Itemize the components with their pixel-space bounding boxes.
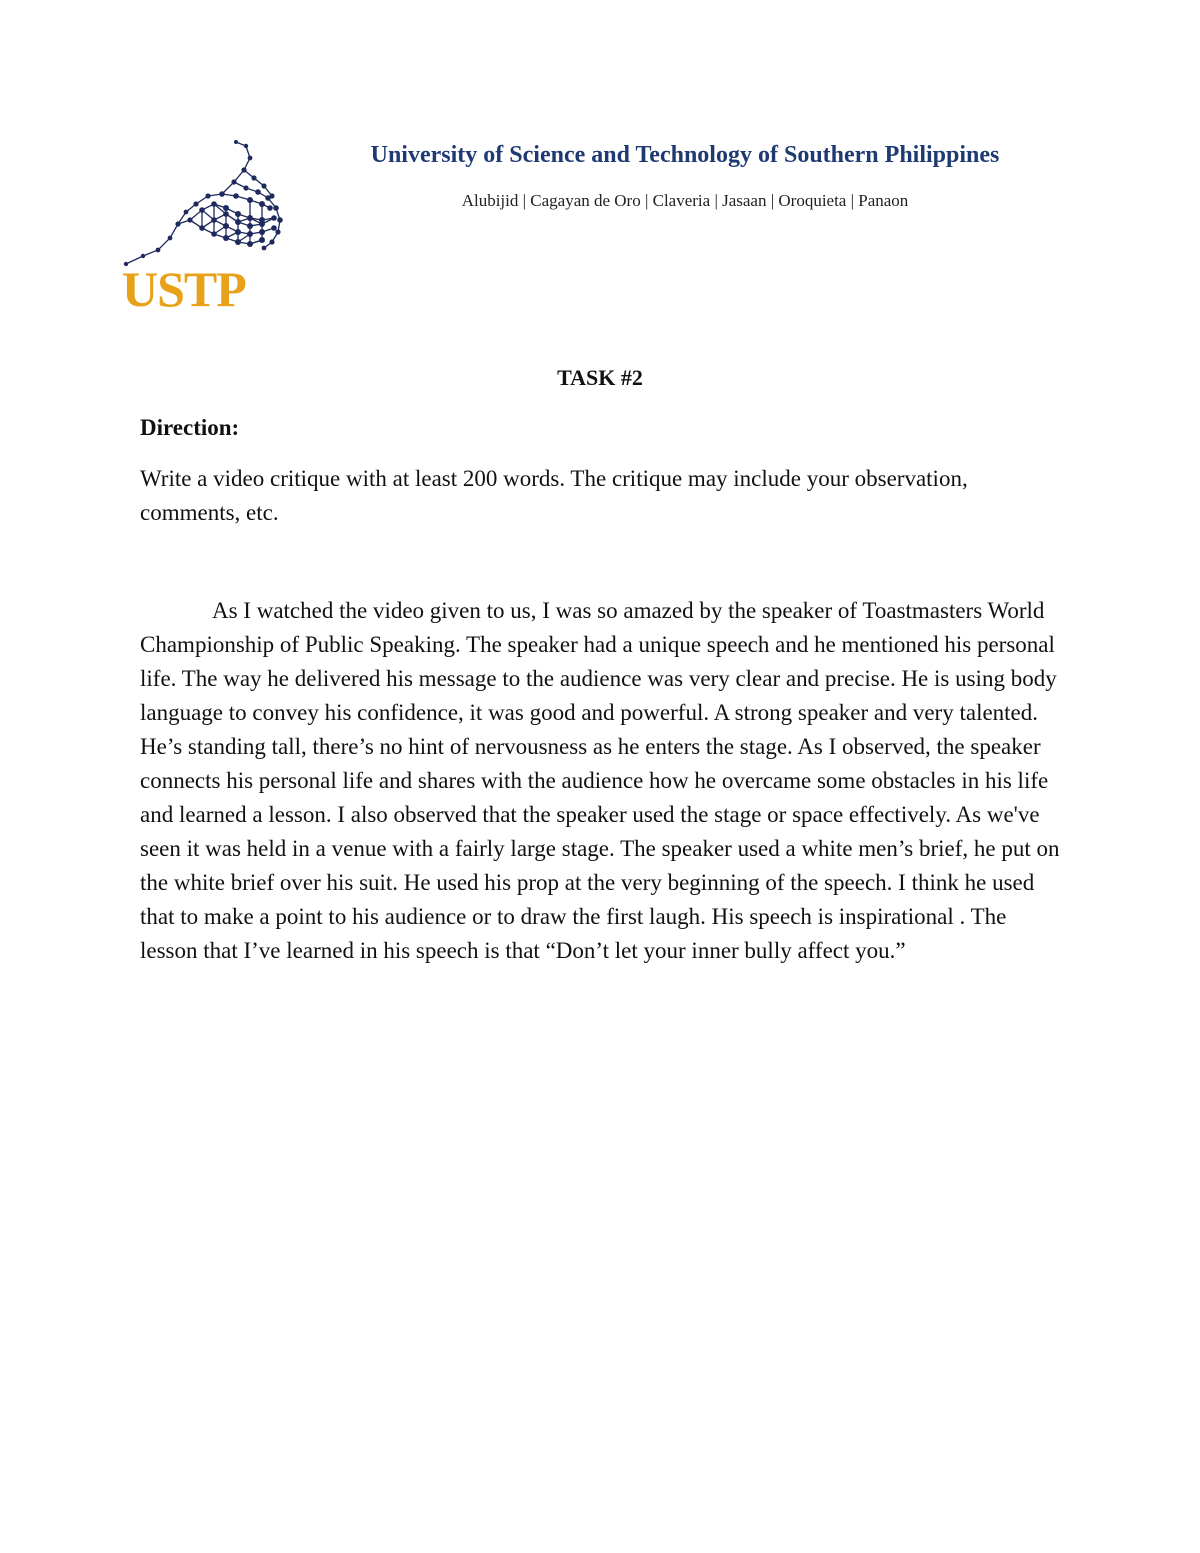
- university-name: University of Science and Technology of Southern Philippines: [370, 142, 1000, 168]
- direction-heading: Direction:: [140, 415, 240, 440]
- logo-network-lines: [126, 142, 280, 264]
- task-title: TASK #2: [557, 365, 643, 390]
- critique-paragraph: As I watched the video given to us, I was so amazed by the speaker of Toastmasters World Championship of Public Speaking. The speaker had a unique speech and he mentioned his personal life. The way he delivered his message to the audience was very clear and precise. He is using body language to convey his confidence, it was good and powerful. A strong speaker and very talented. He’s standing tall, there’s no hint of nervousness as he enters the stage. As I observed, the speaker connects his personal life and shares with the audience how he overcame some obstacles in his life and learned a lesson. I also observed that the speaker used the stage or space effectively. As we've seen it was held in a venue with a fairly large stage. The speaker used a white men’s brief, he put on the white brief over his suit. He used his prop at the very beginning of the speech. I think he used that to make a point to his audience or to draw the first laugh. His speech is inspirational . The lesson that I’ve learned in his speech is that “Don’t let your inner bully affect you.”: [140, 598, 1060, 963]
- campus-list: Alubijid | Cagayan de Oro | Claveria | Jasaan | Oroquieta | Panaon: [461, 191, 909, 210]
- task-instructions: Write a video critique with at least 200 words. The critique may include your observation, comments, etc.: [140, 466, 968, 525]
- logo-wordmark: USTP: [122, 261, 246, 316]
- ustp-logo-graphic: [118, 138, 290, 316]
- ustp-logo: [118, 138, 290, 316]
